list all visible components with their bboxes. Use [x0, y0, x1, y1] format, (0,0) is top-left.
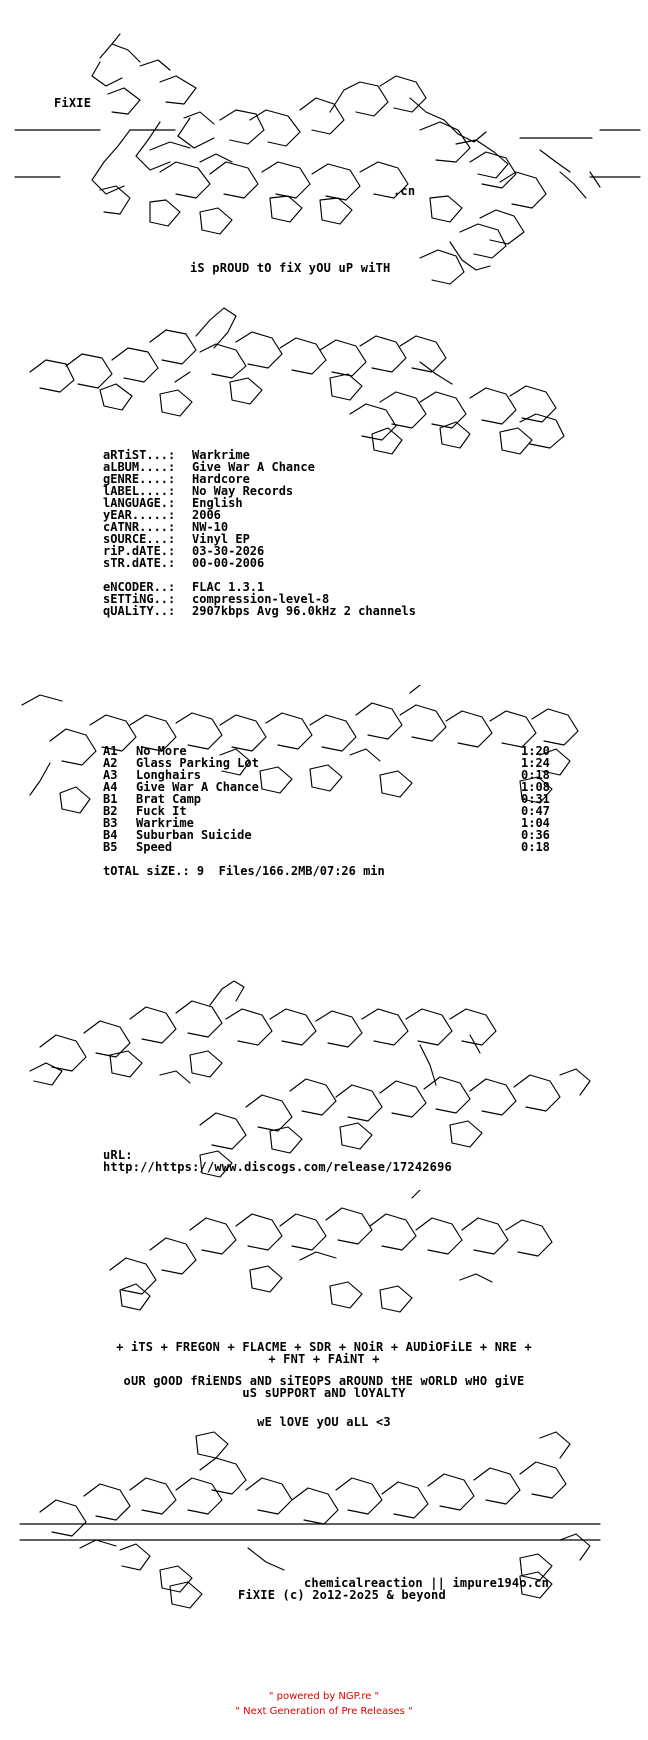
info-value: FLAC 1.3.1: [192, 580, 265, 594]
track-title: Longhairs: [136, 768, 202, 782]
greets-thanks-line2: uS sUPPORT aND lOYALTY: [242, 1386, 406, 1400]
info-label: eNCODER..:: [103, 580, 176, 594]
info-value: Warkrime: [192, 448, 250, 462]
info-row-street-date: [103, 557, 416, 569]
total-size: tOTAL siZE.: 9 Files/166.2MB/07:26 min: [103, 864, 385, 878]
track-number: B1: [103, 792, 118, 806]
info-value: 03-30-2026: [192, 544, 265, 558]
banner-tagline: iS pROUD tO fiX yOU uP wiTH: [190, 261, 391, 275]
tracklist-block: [103, 745, 550, 877]
info-label: sTR.dATE.:: [103, 556, 176, 570]
track-duration: 0:18: [521, 840, 550, 854]
info-label: sOURCE...:: [103, 532, 176, 546]
track-title: Give War A Chance: [136, 780, 259, 794]
release-info-block: [103, 449, 416, 617]
track-number: B2: [103, 804, 118, 818]
track-number: B5: [103, 840, 118, 854]
track-duration: 1:08: [521, 780, 550, 794]
track-number: A2: [103, 756, 118, 770]
track-number: B3: [103, 816, 118, 830]
url-label: uRL:: [103, 1148, 133, 1162]
info-value: English: [192, 496, 243, 510]
info-value: 2006: [192, 508, 221, 522]
track-title: Glass Parking Lot: [136, 756, 259, 770]
info-value: No Way Records: [192, 484, 294, 498]
footer-powered-by: " powered by NGP.re ": [268, 1691, 380, 1702]
track-duration: 1:04: [521, 816, 550, 830]
track-title: Warkrime: [136, 816, 194, 830]
track-number: A4: [103, 780, 118, 794]
outro-credit: chemicalreaction || impure194o.cn: [304, 1576, 550, 1590]
track-duration: 1:24: [521, 756, 550, 770]
greets-heading-art: [0, 1190, 648, 1330]
track-title: Suburban Suicide: [136, 828, 252, 842]
info-value: 00-00-2006: [192, 556, 265, 570]
footer-tagline: " Next Generation of Pre Releases ": [235, 1706, 413, 1717]
info-label: gENRE....:: [103, 472, 176, 486]
info-label: sETTiNG..:: [103, 592, 176, 606]
track-row: [103, 841, 550, 853]
info-label: cATNR....:: [103, 520, 176, 534]
info-label: lABEL....:: [103, 484, 176, 498]
track-duration: 0:36: [521, 828, 550, 842]
notes-heading-art: [0, 975, 648, 1180]
track-number: A1: [103, 744, 118, 758]
track-duration: 0:31: [521, 792, 550, 806]
track-title: Speed: [136, 840, 173, 854]
greets-groups-line1: + iTS + FREGON + FLACME + SDR + NOiR + AUDiOFiLE + NRE +: [116, 1340, 532, 1354]
track-duration: 0:18: [521, 768, 550, 782]
track-number: A3: [103, 768, 118, 782]
greets-groups-line2: + FNT + FAiNT +: [268, 1352, 380, 1366]
info-value: compression-level-8: [192, 592, 330, 606]
greets-love-line: wE lOVE yOU aLL <3: [257, 1415, 391, 1429]
greets-thanks-line1: oUR gOOD fRiENDS aND siTEOPS aROUND tHE wORLD wHO giVE: [123, 1374, 525, 1388]
info-value: Hardcore: [192, 472, 250, 486]
info-value: NW-10: [192, 520, 229, 534]
info-value: Vinyl EP: [192, 532, 250, 546]
info-label: aRTiST...:: [103, 448, 176, 462]
info-label: lANGUAGE.:: [103, 496, 176, 510]
track-title: Fuck It: [136, 804, 187, 818]
release-url-link[interactable]: http://https://www.discogs.com/release/17242696: [103, 1160, 452, 1174]
info-row-quality: [103, 605, 416, 617]
info-value: 2907kbps Avg 96.0kHz 2 channels: [192, 604, 416, 618]
track-title: No More: [136, 744, 187, 758]
track-title: Brat Camp: [136, 792, 202, 806]
outro-copyright: FiXIE (c) 2o12-2o25 & beyond: [238, 1588, 446, 1602]
track-duration: 0:47: [521, 804, 550, 818]
fixie-logo-art: [0, 22, 648, 302]
info-value: Give War A Chance: [192, 460, 315, 474]
info-label: qUALiTY..:: [103, 604, 176, 618]
track-duration: 1:20: [521, 744, 550, 758]
info-label: riP.dATE.:: [103, 544, 176, 558]
banner-tag: FiXIE: [54, 96, 92, 110]
info-label: aLBUM....:: [103, 460, 176, 474]
track-number: B4: [103, 828, 118, 842]
banner-domain-suffix: .cn: [393, 184, 416, 198]
info-label: yEAR.....:: [103, 508, 176, 522]
